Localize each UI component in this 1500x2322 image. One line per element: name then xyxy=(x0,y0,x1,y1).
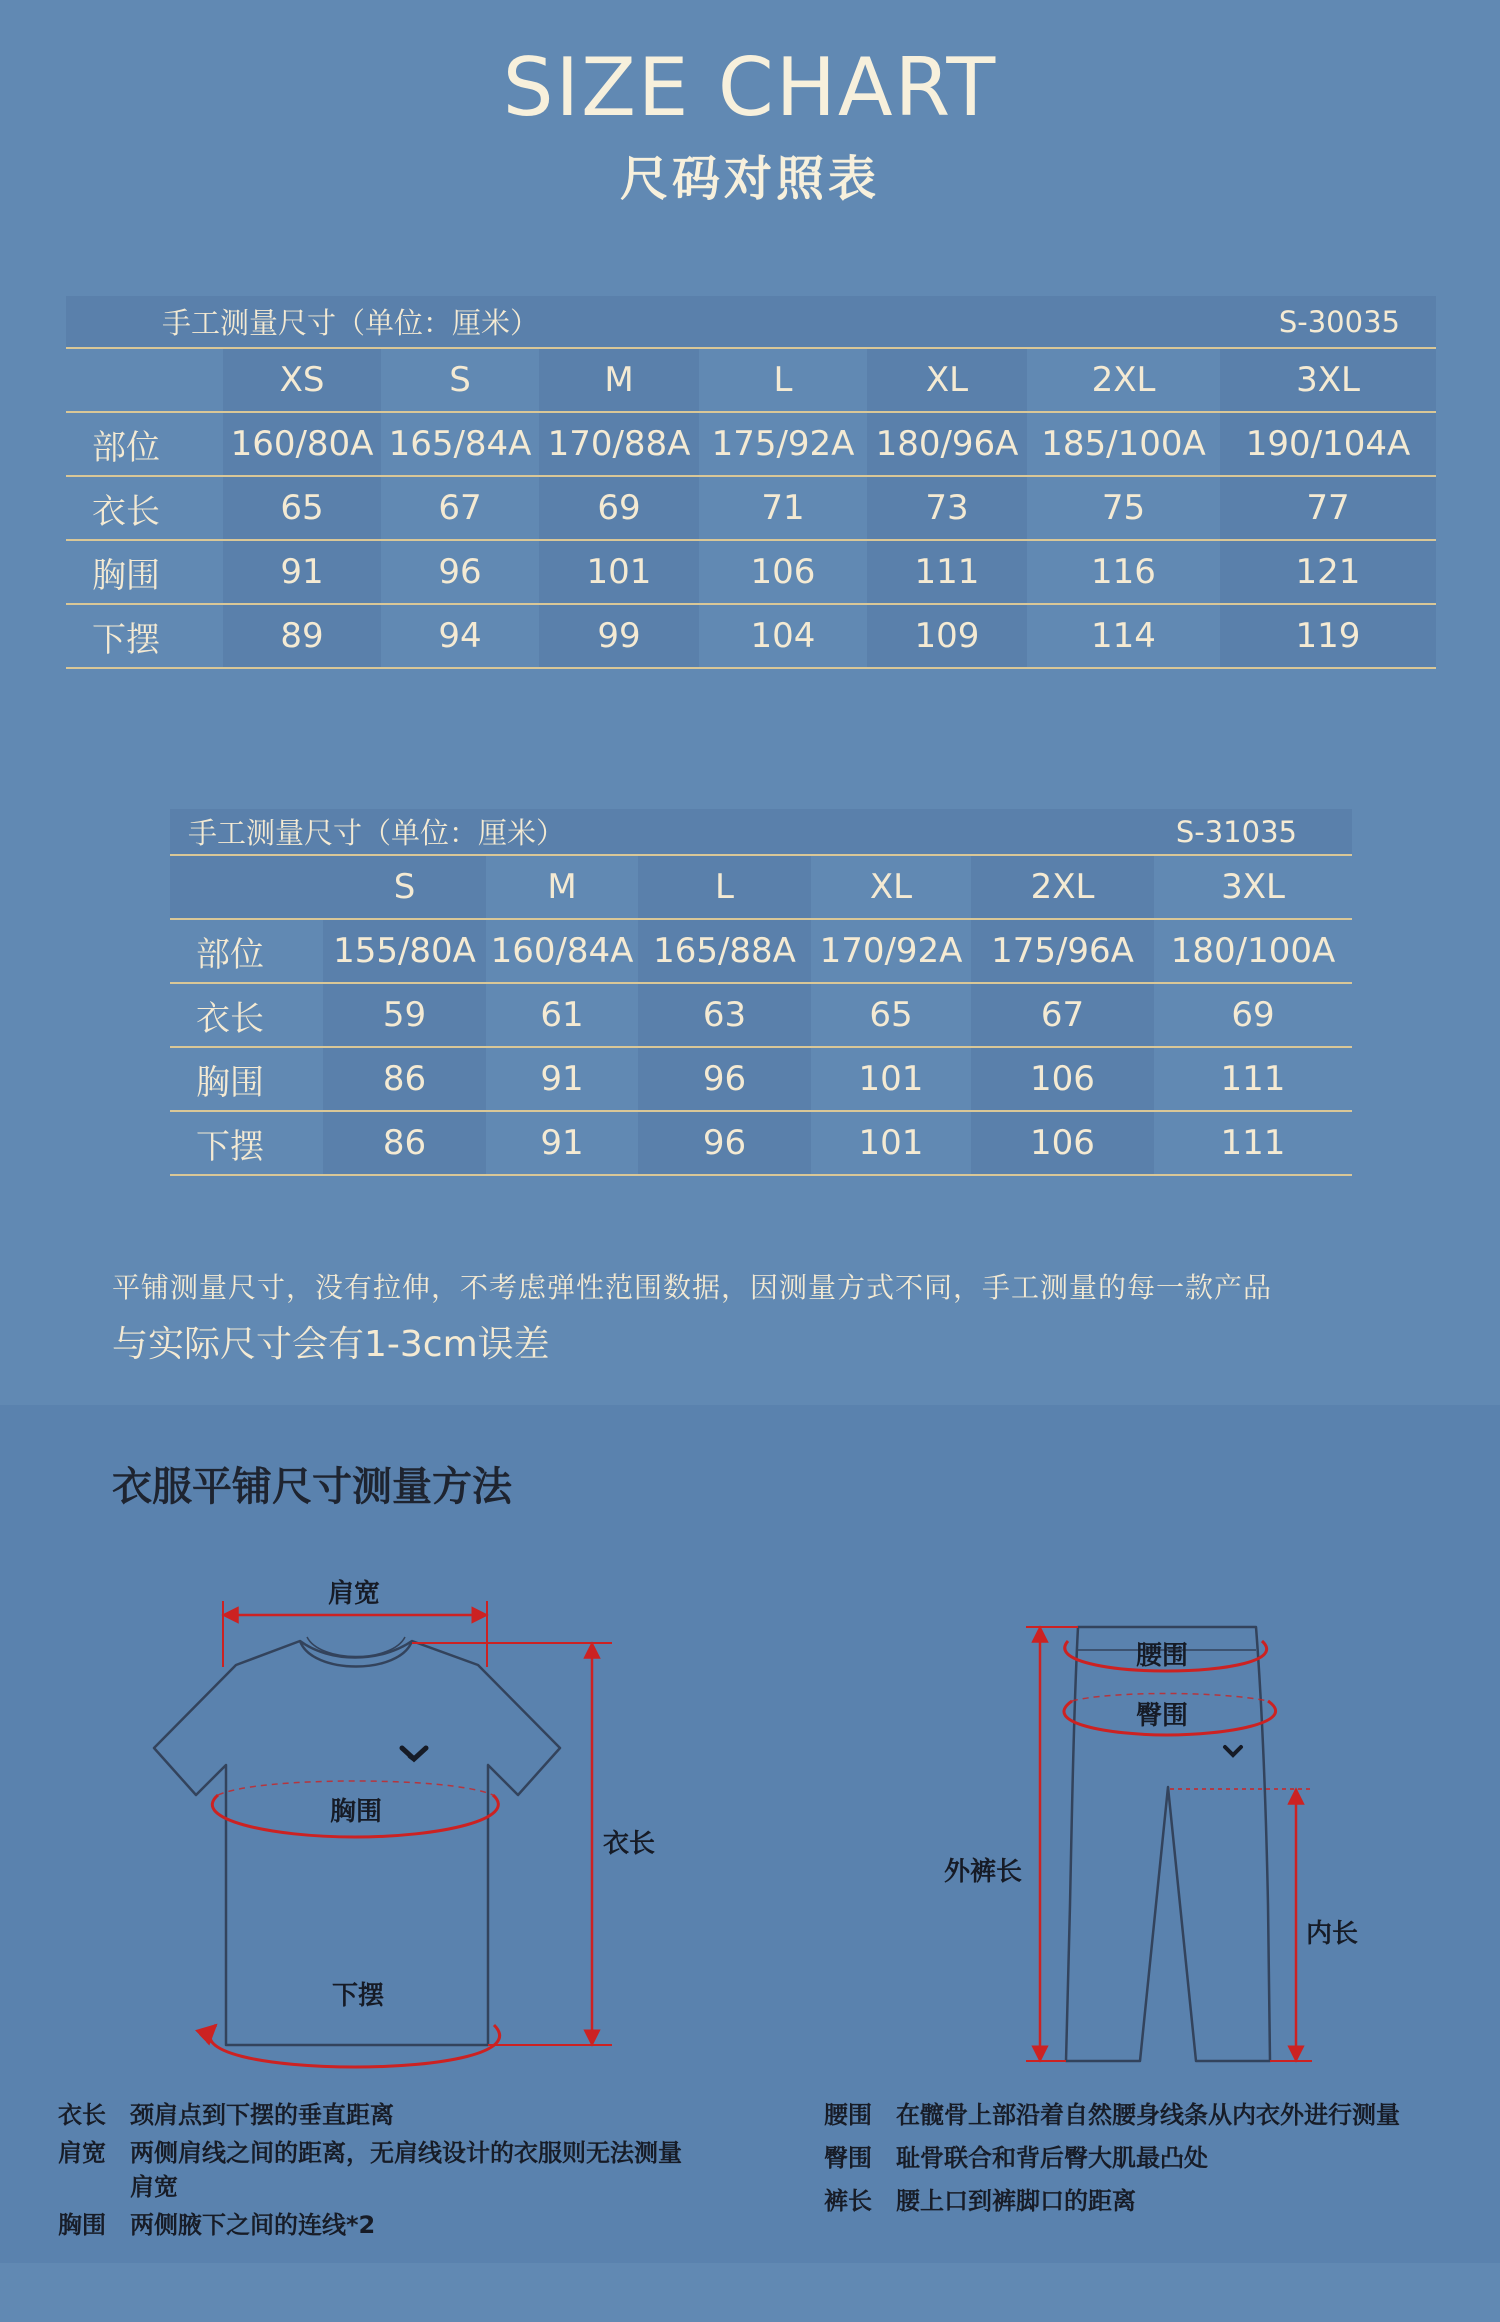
table-row xyxy=(66,604,1436,668)
row-label: 衣长 xyxy=(170,983,323,1047)
table-cell: 185/100A xyxy=(1027,412,1220,476)
size-header: 3XL xyxy=(1154,855,1352,919)
table-cell: 61 xyxy=(486,983,638,1047)
row-label: 胸围 xyxy=(170,1047,323,1111)
legend-key: 臀围 xyxy=(824,2144,872,2172)
size-table-1 xyxy=(66,296,1436,669)
size-header: L xyxy=(638,855,811,919)
page-title: SIZE CHART xyxy=(502,41,998,134)
label-shoulder-width: 肩宽 xyxy=(328,1579,381,1609)
row-label: 下摆 xyxy=(66,604,223,668)
corner-cell xyxy=(170,855,323,919)
table-cell: 71 xyxy=(699,476,867,540)
table-cell: 73 xyxy=(867,476,1027,540)
table-row xyxy=(170,1111,1352,1175)
size-header-row xyxy=(170,855,1352,919)
table-cell: 111 xyxy=(1154,1111,1352,1175)
legend-item xyxy=(58,2098,698,2132)
row-label: 部位 xyxy=(66,412,223,476)
table-cell: 170/88A xyxy=(539,412,699,476)
row-label: 胸围 xyxy=(66,540,223,604)
table-cell: 99 xyxy=(539,604,699,668)
header xyxy=(0,40,1500,209)
table-cell: 114 xyxy=(1027,604,1220,668)
legend-text: 两侧腋下之间的连线*2 xyxy=(130,2211,376,2239)
legend-item xyxy=(824,2141,1474,2175)
note-line-1: 平铺测量尺寸，没有拉伸，不考虑弹性范围数据，因测量方式不同，手工测量的每一款产品 xyxy=(112,1271,1273,1304)
size-header: XS xyxy=(223,348,381,412)
label-chest: 胸围 xyxy=(330,1797,383,1827)
table-cell: 165/84A xyxy=(381,412,539,476)
table-cell: 180/100A xyxy=(1154,919,1352,983)
label-inseam: 内长 xyxy=(1306,1919,1359,1949)
table-row xyxy=(170,983,1352,1047)
legend-key: 腰围 xyxy=(824,2101,872,2129)
table-cell: 96 xyxy=(381,540,539,604)
note-line-2: 与实际尺寸会有1-3cm误差 xyxy=(112,1324,550,1365)
size-header: 2XL xyxy=(1027,348,1220,412)
table-cell: 65 xyxy=(223,476,381,540)
size-header: L xyxy=(699,348,867,412)
table-row xyxy=(66,540,1436,604)
table-caption: 手工测量尺寸（单位：厘米） xyxy=(170,809,971,855)
table-cell: 67 xyxy=(971,983,1154,1047)
label-length: 衣长 xyxy=(603,1829,656,1859)
pants-outline xyxy=(1066,1627,1270,2061)
corner-cell xyxy=(66,348,223,412)
legend-item xyxy=(824,2184,1474,2218)
size-header: S xyxy=(381,348,539,412)
table-cell: 101 xyxy=(811,1111,971,1175)
legend-item xyxy=(58,2208,698,2242)
table-cell: 101 xyxy=(811,1047,971,1111)
legend-text: 颈肩点到下摆的垂直距离 xyxy=(130,2101,394,2129)
label-outseam: 外裤长 xyxy=(944,1857,1023,1887)
legend-key: 肩宽 xyxy=(58,2139,106,2167)
table-cell: 75 xyxy=(1027,476,1220,540)
table-cell: 63 xyxy=(638,983,811,1047)
table-cell: 190/104A xyxy=(1220,412,1436,476)
table-cell: 94 xyxy=(381,604,539,668)
size-header: 3XL xyxy=(1220,348,1436,412)
table-cell: 160/80A xyxy=(223,412,381,476)
table-cell: 106 xyxy=(699,540,867,604)
table-cell: 106 xyxy=(971,1047,1154,1111)
table-code: S-30035 xyxy=(1027,296,1436,348)
table-cell: 175/92A xyxy=(699,412,867,476)
table-cell: 155/80A xyxy=(323,919,486,983)
table-cell: 96 xyxy=(638,1047,811,1111)
table-cell: 69 xyxy=(539,476,699,540)
table-cell: 69 xyxy=(1154,983,1352,1047)
legend-key: 胸围 xyxy=(58,2211,106,2239)
legend-key: 裤长 xyxy=(824,2187,872,2215)
size-header: XL xyxy=(811,855,971,919)
size-header: 2XL xyxy=(971,855,1154,919)
label-hip: 臀围 xyxy=(1136,1701,1189,1731)
table-cell: 59 xyxy=(323,983,486,1047)
table-code: S-31035 xyxy=(971,809,1352,855)
legend-text: 两侧肩线之间的距离，无肩线设计的衣服则无法测量肩宽 xyxy=(130,2139,682,2201)
legend-text: 腰上口到裤脚口的距离 xyxy=(896,2187,1136,2215)
row-label: 衣长 xyxy=(66,476,223,540)
table-cell: 165/88A xyxy=(638,919,811,983)
table-cell: 109 xyxy=(867,604,1027,668)
table-row xyxy=(66,476,1436,540)
row-label: 部位 xyxy=(170,919,323,983)
table-cell: 65 xyxy=(811,983,971,1047)
label-hem: 下摆 xyxy=(332,1981,385,2011)
legend-item xyxy=(58,2136,698,2204)
size-header: XL xyxy=(867,348,1027,412)
table-cell: 111 xyxy=(1154,1047,1352,1111)
pants-diagram xyxy=(1026,1627,1312,2061)
table-cell: 77 xyxy=(1220,476,1436,540)
table-caption-row xyxy=(170,809,1352,855)
label-waist: 腰围 xyxy=(1136,1641,1189,1671)
size-header: M xyxy=(486,855,638,919)
table-row xyxy=(66,412,1436,476)
table-cell: 96 xyxy=(638,1111,811,1175)
pants-legend xyxy=(824,2098,1474,2218)
table-cell: 91 xyxy=(486,1047,638,1111)
legend-item xyxy=(824,2098,1474,2132)
legend-text: 耻骨联合和背后臀大肌最凸处 xyxy=(896,2144,1208,2172)
row-label: 下摆 xyxy=(170,1111,323,1175)
table-row xyxy=(170,1047,1352,1111)
table-cell: 170/92A xyxy=(811,919,971,983)
legend-key: 衣长 xyxy=(58,2101,106,2129)
page-subtitle: 尺码对照表 xyxy=(619,151,880,207)
size-header: M xyxy=(539,348,699,412)
table-caption: 手工测量尺寸（单位：厘米） xyxy=(66,296,1027,348)
table-cell: 160/84A xyxy=(486,919,638,983)
legend-text: 在髋骨上部沿着自然腰身线条从内衣外进行测量 xyxy=(896,2101,1400,2129)
table-caption-row xyxy=(66,296,1436,348)
table-cell: 89 xyxy=(223,604,381,668)
table-cell: 111 xyxy=(867,540,1027,604)
table-cell: 119 xyxy=(1220,604,1436,668)
table-cell: 86 xyxy=(323,1047,486,1111)
measurement-method-section xyxy=(0,1405,1500,2263)
measurement-note xyxy=(112,1266,1272,1367)
shirt-legend xyxy=(58,2098,698,2242)
table-cell: 67 xyxy=(381,476,539,540)
size-header: S xyxy=(323,855,486,919)
table-cell: 91 xyxy=(223,540,381,604)
table-cell: 91 xyxy=(486,1111,638,1175)
table-cell: 86 xyxy=(323,1111,486,1175)
table-cell: 116 xyxy=(1027,540,1220,604)
size-header-row xyxy=(66,348,1436,412)
table-cell: 106 xyxy=(971,1111,1154,1175)
size-table-2 xyxy=(170,809,1352,1176)
table-row xyxy=(170,919,1352,983)
method-title: 衣服平铺尺寸测量方法 xyxy=(112,1464,512,1510)
table-cell: 104 xyxy=(699,604,867,668)
table-cell: 101 xyxy=(539,540,699,604)
table-cell: 121 xyxy=(1220,540,1436,604)
table-cell: 175/96A xyxy=(971,919,1154,983)
table-cell: 180/96A xyxy=(867,412,1027,476)
